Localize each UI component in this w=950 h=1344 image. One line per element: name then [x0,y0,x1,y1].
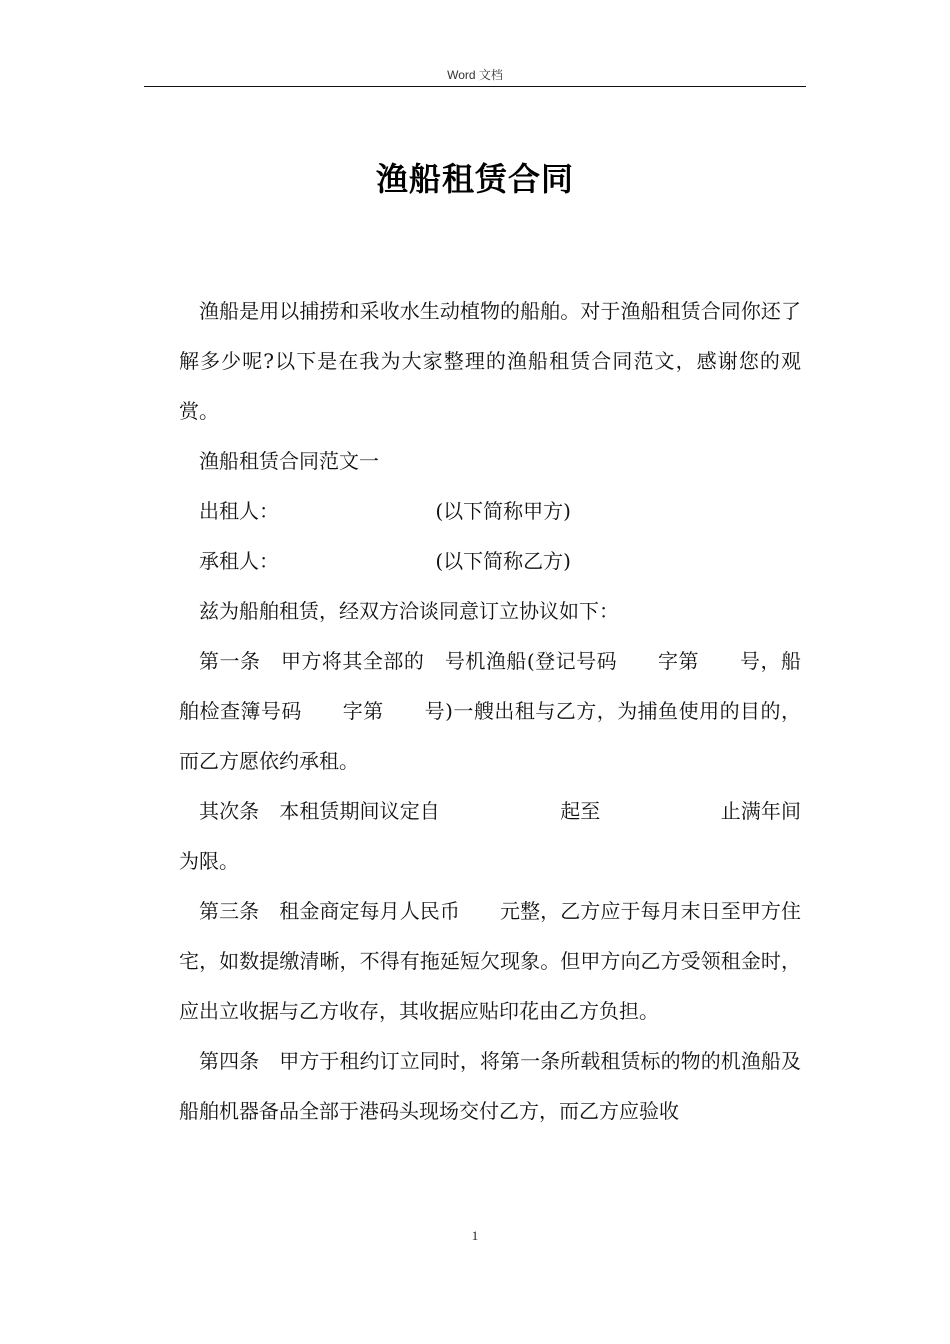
paragraph-article-3: 第三条 租金商定每月人民币 元整，乙方应于每月末日至甲方住宅，如数提缴清晰，不得有拖延短欠现象。但甲方向乙方受领租金时，应出立收据与乙方收存，其收据应贴印花由乙方负担。 [179,899,801,1023]
paragraph-article-4: 第四条 甲方于租约订立同时，将第一条所载租赁标的物的机渔船及船舶机器备品全部于港码头现场交付乙方，而乙方应验收 [179,1049,801,1123]
document-body [179,286,801,1136]
page-number: 1 [471,1228,479,1243]
document-title: 渔船租赁合同 [375,160,574,198]
paragraph-article-2: 其次条 本租赁期间议定自 起至 止满年间为限。 [179,799,801,873]
paragraph-lessor: 出租人： (以下简称甲方) [199,499,571,523]
paragraph-article-1: 第一条 甲方将其全部的 号机渔船(登记号码 字第 号，船舶检查簿号码 字第 号)一艘出租与乙方，为捕鱼使用的目的，而乙方愿依约承租。 [179,649,801,773]
header-divider [144,86,806,87]
paragraph-subtitle: 渔船租赁合同范文一 [199,449,379,473]
paragraph-lessee: 承租人： (以下简称乙方) [199,549,571,573]
paragraph-agreement: 兹为船舶租赁，经双方洽谈同意订立协议如下： [199,599,619,623]
page-header: Word 文档 [447,68,503,82]
paragraph-intro: 渔船是用以捕捞和采收水生动植物的船舶。对于渔船租赁合同你还了解多少呢?以下是在我为大家整理的渔船租赁合同范文，感谢您的观赏。 [179,299,801,423]
